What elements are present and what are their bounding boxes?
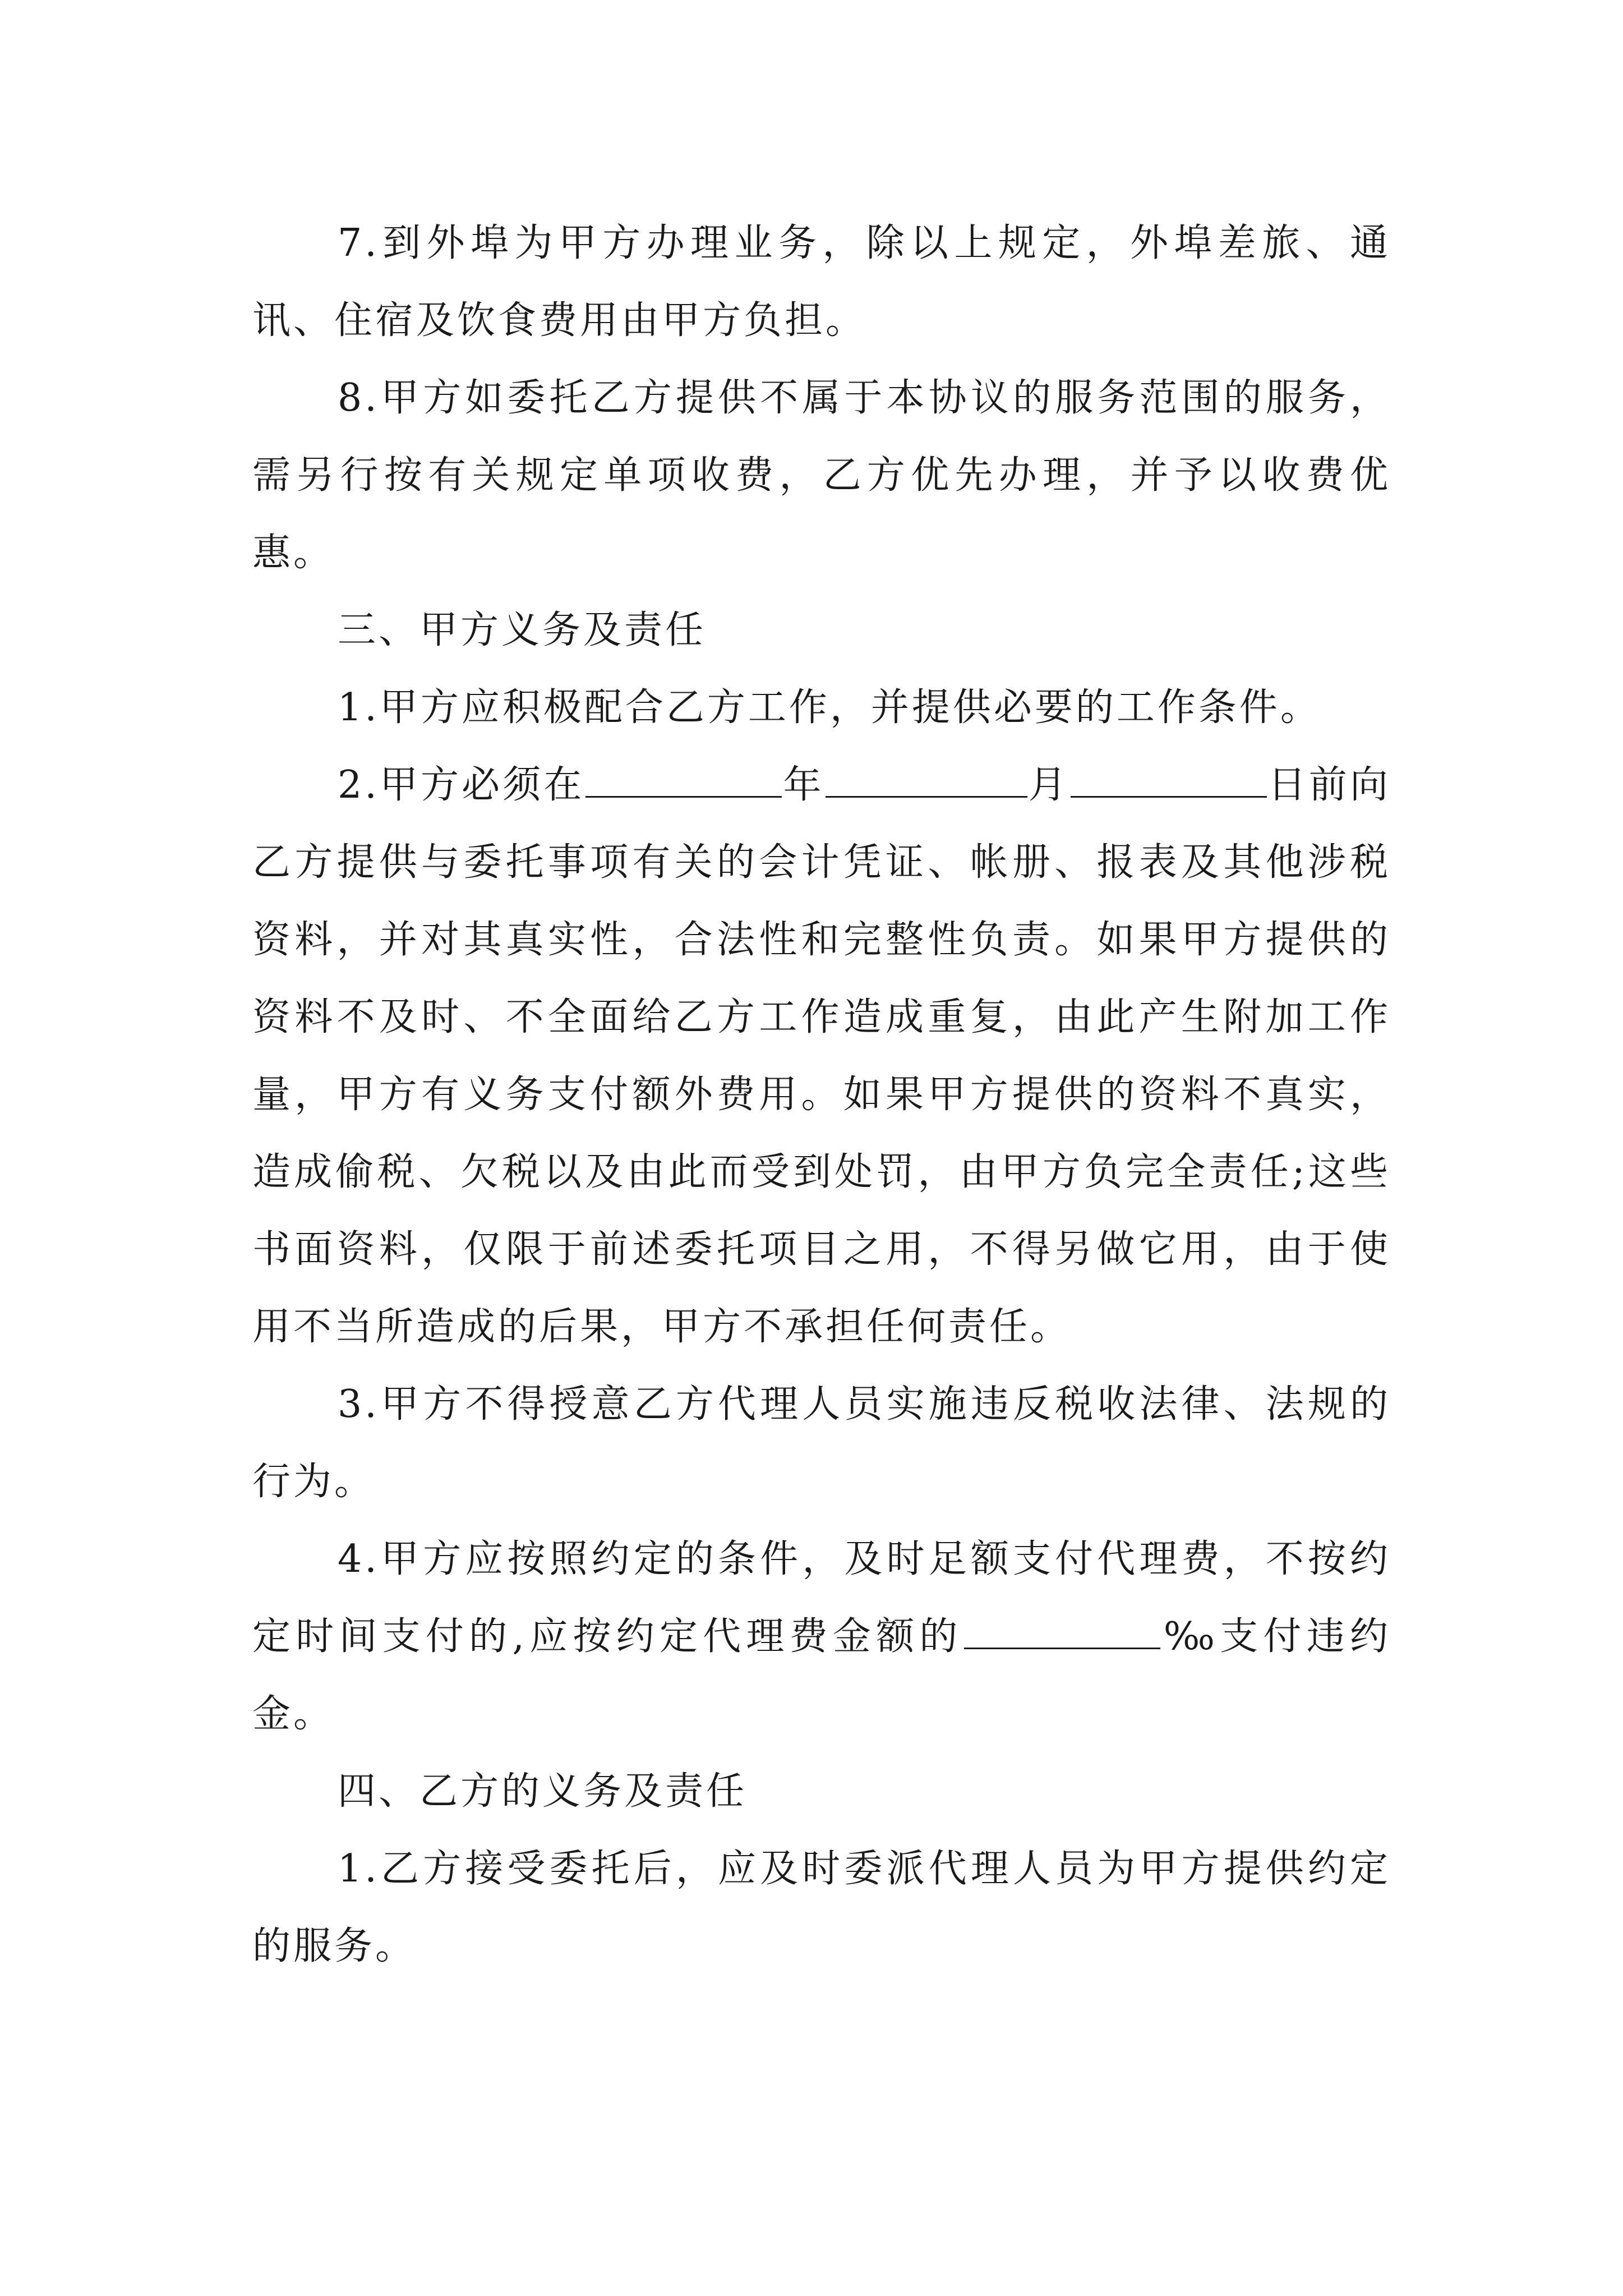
- year-blank: [585, 762, 782, 798]
- section-3-heading: 三、甲方义务及责任: [338, 608, 707, 652]
- clause-3-3: 3.甲方不得授意乙方代理人员实施违反税收法律、法规的行为。: [252, 1382, 1391, 1504]
- document-body: [252, 205, 1391, 1985]
- clause-3-2: [252, 747, 1391, 1366]
- clause-3-4-suffix: ‰支付违约金。: [252, 1614, 1391, 1736]
- clause-3-1: 1.甲方应积极配合乙方工作，并提供必要的工作条件。: [338, 685, 1321, 730]
- section-4-heading: 四、乙方的义务及责任: [338, 1769, 748, 1814]
- year-label: 年: [783, 763, 824, 807]
- clause-3-2-prefix: 2.甲方必须在: [338, 763, 585, 807]
- clause-3-4: [252, 1521, 1391, 1753]
- clause-2-8: 8.甲方如委托乙方提供不属于本协议的服务范围的服务，需另行按有关规定单项收费，乙方优先办理，并予以收费优惠。: [252, 376, 1391, 575]
- day-label: 日前: [1267, 763, 1350, 807]
- penalty-rate-blank: [964, 1614, 1160, 1649]
- month-blank: [826, 762, 1027, 798]
- clause-2-7: 7.到外埠为甲方办理业务，除以上规定，外埠差旅、通讯、住宿及饮食费用由甲方负担。: [252, 221, 1391, 343]
- clause-3-2-rest: 向乙方提供与委托事项有关的会计凭证、帐册、报表及其他涉税资料，并对其真实性，合法性和完整性负责。如果甲方提供的资料不及时、不全面给乙方工作造成重复，由此产生附加工作量，甲方有义务支付额外费用。如果甲方提供的资料不真实，造成偷税、欠税以及由此而受到处罚，由甲方负完全责任;这些书面资料，仅限于前述委托项目之用，不得另做它用，由于使用不当所造成的后果，甲方不承担任何责任。: [252, 763, 1391, 1349]
- month-label: 月: [1028, 763, 1069, 807]
- clause-3-4-prefix: 4.甲方应按照约定的条件，及时足额支付代理费，不按约定时间支付的,应按约定代理费金额的: [252, 1537, 1391, 1659]
- clause-4-1: 1.乙方接受委托后，应及时委派代理人员为甲方提供约定的服务。: [252, 1847, 1391, 1968]
- day-blank: [1071, 762, 1267, 798]
